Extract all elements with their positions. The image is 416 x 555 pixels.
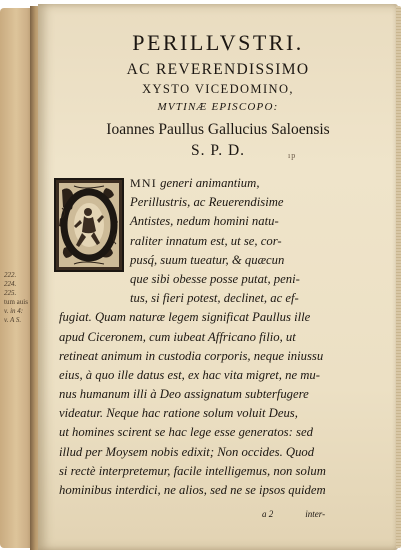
greeting-line (38, 141, 398, 161)
body-line: nus humanum illi à Deo assignatum subterfugere (59, 387, 309, 402)
body-line: hominibus interdici, ne alios, sed ne se ipsos quidem (59, 483, 326, 497)
margin-note: 224. (4, 280, 17, 288)
body-line-text: generi animantium, (156, 176, 260, 190)
stray-mark: ıp (288, 151, 297, 160)
margin-note: v. in 4: (4, 307, 24, 315)
body-text (59, 174, 388, 500)
author-line: Ioannes Paullus Gallucius Saloensis (106, 121, 330, 138)
body-line: tus, si fieri potest, declinet, ac ef- (130, 291, 299, 306)
body-line: si rectè interpretemur, facile intelligemus, non solum (59, 463, 326, 478)
body-line: apud Ciceronem, cum iubeat Affricano filio, ut (59, 329, 296, 344)
body-line: fugiat. Quam naturæ legem significat Paullus ille (59, 310, 311, 325)
body-line: que sibi obesse posse putat, peni- (130, 271, 300, 286)
heading-line-1: PERILLVSTRI. (132, 30, 304, 55)
margin-note: tum auis (4, 298, 28, 306)
body-line: illud per Moysem nobis edixit; Non occides. Quod (59, 444, 315, 459)
margin-note: v. A S. (4, 316, 22, 324)
heading-line-4: MVTINÆ EPISCOPO: (157, 101, 279, 113)
body-line: Antistes, nedum homini natu- (130, 214, 279, 229)
catchword: inter- (305, 509, 326, 519)
body-line: raliter innatum est, ut se, cor- (130, 233, 282, 248)
body-line: pusq́, suum tueatur, & quæcun (130, 252, 285, 267)
body-line (130, 174, 388, 193)
heading-line-2: AC REVERENDISSIMO (126, 61, 310, 78)
body-line: eius, à quo ille datus est, ex hac vita migret, ne mu- (59, 367, 320, 382)
body-line: ut homines scirent se hac lege esse generatos: sed (59, 425, 313, 440)
page-footer (262, 509, 325, 519)
first-word-rest: MNI (130, 176, 157, 190)
heading-line-3: XYSTO VICEDOMINO, (142, 82, 294, 96)
decorated-initial-o-icon (54, 178, 124, 272)
margin-note: 222. (4, 271, 17, 279)
signature-mark: a 2 (262, 509, 274, 519)
body-line: retineat animum in custodia corporis, neque iniussu (59, 348, 324, 363)
margin-note: 225. (4, 289, 17, 297)
body-line: videatur. Neque hac ratione solum voluit Deus, (59, 406, 298, 421)
dedication-heading (38, 30, 398, 161)
body-line: Perillustris, ac Reuerendisime (130, 195, 284, 210)
greeting-text: S. P. D. (190, 142, 246, 159)
